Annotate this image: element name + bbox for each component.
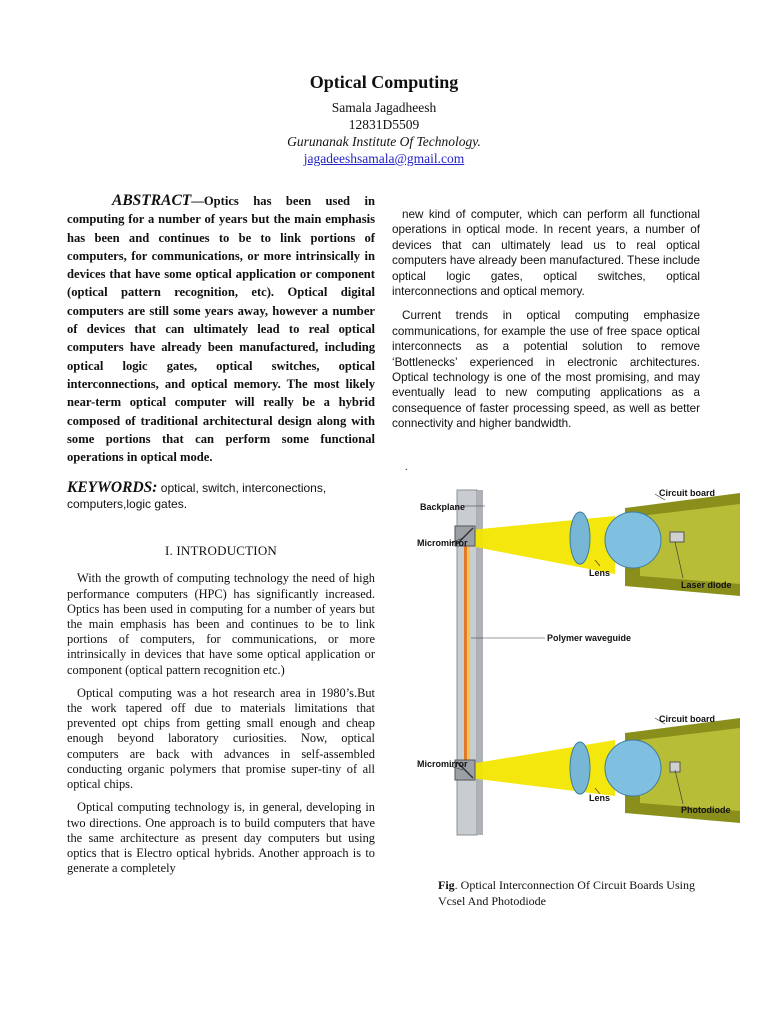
abstract-text: Optics has been used in computing for a number of years but the main emphasis has been and continues to be to link portions of computers, for communications, or more intrinsically in devices that have some optical application or component (optical pattern recognition, etc). Optical digital computers are still some years away, however a number of devices that can ultimately lead to real optical computers have already been manufactured, including optical logic gates, optical switches, optical interconnections, and optical memory. The most likely near-term optical computer will really be a hybrid composed of traditional architectural design along with some portions that can perform some functional operations in optical mode.: [67, 194, 375, 465]
paper-title: Optical Computing: [309, 72, 459, 92]
laser-diode-chip: [670, 532, 684, 542]
label-laser-diode: Laser diode: [681, 580, 732, 590]
label-micromirror-top: Micromirror: [417, 538, 468, 548]
author-institute: Gurunanak Institute Of Technology.: [287, 134, 481, 149]
left-column: [67, 192, 375, 884]
label-lens-bottom: Lens: [589, 793, 611, 803]
keywords-heading: KEYWORDS:: [67, 479, 158, 497]
beam-top: [470, 516, 615, 574]
right-column: [392, 207, 700, 441]
author-name: Samala Jagadheesh: [331, 100, 437, 115]
label-lens-top: Lens: [589, 568, 611, 578]
polymer-waveguide: [464, 538, 467, 773]
intro-paragraph-2: Optical computing was a hot research area in 1980’s.But the work tapered off due to materials limitations that prevented opt chips from getting small enough and cheap enough beyond laboratory curiosities. Now, optical computers are back with advances in self-assembled conducting organic polymers that promise super-tiny of all optical chips.: [67, 685, 375, 792]
ball-lens-bottom: [605, 740, 661, 796]
label-micromirror-bottom: Micromirror: [417, 759, 468, 769]
beam-bottom: [470, 740, 615, 796]
lens-bottom: [570, 742, 590, 794]
author-email-link[interactable]: jagadeeshsamala@gmail.com: [303, 151, 465, 166]
ball-lens-top: [605, 512, 661, 568]
abstract: [67, 192, 375, 466]
intro-paragraph-1: With the growth of computing technology the need of high performance computers (HPC) has significantly increased. Optics has been used in computing for a number of years but the main emphasis has been and continues to be to link portions of computers, for communications, or more intrinsically in devices that have some optical application or component (optical pattern recognition etc.): [67, 571, 375, 677]
right-paragraph-2: Current trends in optical computing emphasize communications, for example the use of free space optical interconnects as a potential solution to remove ‘Bottlenecks’ experienced in electronic architectures. Optical technology is one of the most promising, and may eventually lead to new computing applications as a consequence of faster processing speed, as well as better connectivity and higher bandwidth.: [392, 309, 700, 431]
author-id: 12831D5509: [348, 117, 420, 132]
label-backplane: Backplane: [420, 502, 466, 512]
label-photodiode: Photodiode: [681, 805, 731, 815]
abstract-dash: —: [191, 194, 204, 208]
intro-paragraph-3: Optical computing technology is, in general, developing in two directions. One approach is to build computers that have the same architecture as present day computers but using optics that is Electro optical hybrids. Another approach is to generate a completely: [67, 800, 375, 876]
right-paragraph-1: new kind of computer, which can perform all functional operations in optical mode. In recent years, a number of devices that can ultimately lead us to real optical computers have already been manufactured. These include optical logic gates, optical switches, optical interconnections and optical memory.: [392, 208, 700, 299]
optical-interconnect-figure: [415, 478, 740, 838]
figure-caption: [438, 877, 698, 909]
figure-caption-text: . Optical Interconnection Of Circuit Boards Using Vcsel And Photodiode: [438, 878, 695, 908]
lens-top: [570, 512, 590, 564]
label-circuit-board-bottom: Circuit board: [659, 714, 716, 724]
author-block: [0, 99, 768, 167]
label-polymer-waveguide: Polymer waveguide: [547, 633, 632, 643]
stray-mark: .: [405, 462, 408, 473]
keywords-text: optical, switch, interconections, computers,logic gates.: [67, 481, 327, 512]
label-circuit-board-top: Circuit board: [659, 488, 716, 498]
figure-caption-label: Fig: [438, 878, 455, 892]
keywords: [67, 480, 375, 512]
abstract-heading: ABSTRACT: [112, 192, 192, 209]
section-heading-introduction: I. INTRODUCTION: [164, 543, 278, 559]
waveguide-core: [468, 538, 470, 773]
